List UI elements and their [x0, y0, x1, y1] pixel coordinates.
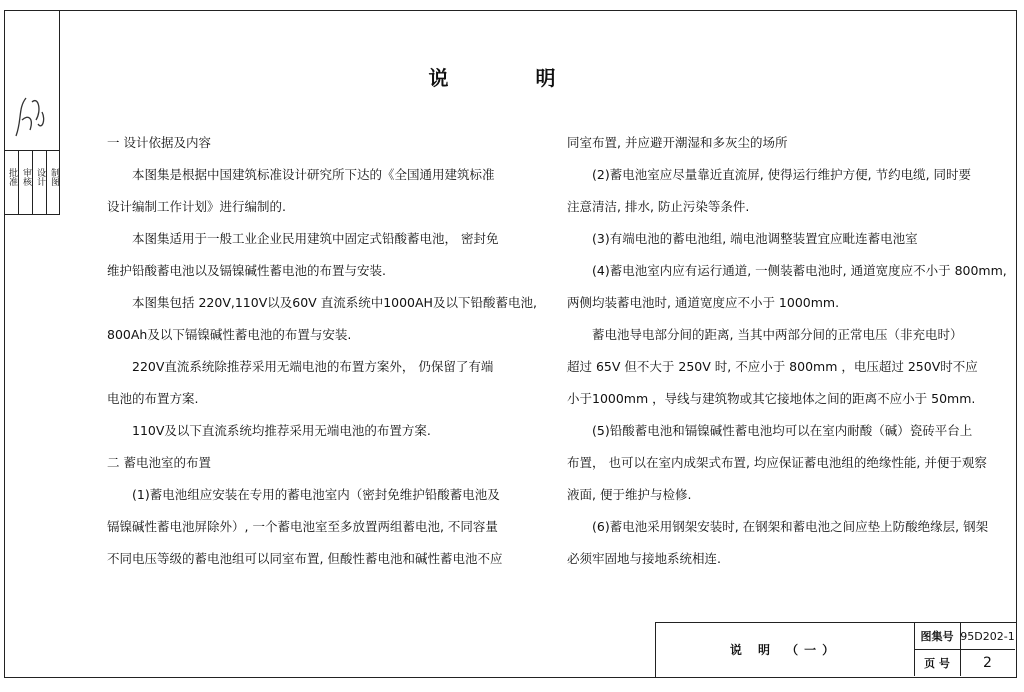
text-line: 本图集是根据中国建筑标准设计研究所下达的《全国通用建筑标准: [132, 167, 495, 182]
text-line: (5)铅酸蓄电池和镉镍碱性蓄电池均可以在室内耐酸（碱）瓷砖平台上: [592, 423, 973, 438]
strip-cell: 设计: [35, 168, 45, 186]
text-line: 蓄电池导电部分间的距离, 当其中两部分间的正常电压（非充电时）: [592, 327, 963, 342]
text-line: 同室布置, 并应避开潮湿和多灰尘的场所: [567, 135, 788, 150]
text-line: (6)蓄电池采用钢架安装时, 在钢架和蓄电池之间应垫上防酸绝缘层, 钢架: [592, 519, 989, 534]
text-line: (2)蓄电池室应尽量靠近直流屏, 使得运行维护方便, 节约电缆, 同时要: [592, 167, 972, 182]
drawing-name: 说 明 （一）: [656, 623, 915, 676]
text-line: 必须牢固地与接地系统相连.: [567, 551, 721, 566]
left-text-column: [107, 127, 537, 575]
text-line: 不同电压等级的蓄电池组可以同室布置, 但酸性蓄电池和碱性蓄电池不应: [107, 551, 503, 566]
text-line: 二 蓄电池室的布置: [107, 455, 211, 470]
text-line: 镉镍碱性蓄电池屏除外）, 一个蓄电池室至多放置两组蓄电池, 不同容量: [107, 519, 498, 534]
text-line: 110V及以下直流系统均推荐采用无端电池的布置方案.: [132, 423, 431, 438]
atlas-number: 95D202-1: [960, 629, 1015, 643]
page-row: [914, 649, 1015, 676]
strip-cell: 制图: [49, 168, 59, 186]
text-line: 设计编制工作计划》进行编制的.: [107, 199, 286, 214]
text-line: 小于1000mm ，导线与建筑物或其它接地体之间的距离不应小于 50mm.: [567, 391, 976, 406]
text-line: 液面, 便于维护与检修.: [567, 487, 692, 502]
text-line: 两侧均装蓄电池时, 通道宽度应不小于 1000mm.: [567, 295, 840, 310]
atlas-label: 图集号: [914, 623, 961, 649]
text-line: (3)有端电池的蓄电池组, 端电池调整装置宜应毗连蓄电池室: [592, 231, 918, 246]
page-number: 2: [983, 654, 992, 671]
text-line: 超过 65V 但不大于 250V 时, 不应小于 800mm ，电压超过 250V时不应: [567, 359, 978, 374]
text-line: (1)蓄电池组应安装在专用的蓄电池室内（密封免维护铅酸蓄电池及: [132, 487, 500, 502]
text-line: 220V直流系统除推荐采用无端电池的布置方案外， 仍保留了有端: [132, 359, 494, 374]
signature-image: [12, 90, 48, 140]
atlas-row: [914, 623, 1015, 650]
text-line: 本图集适用于一般工业企业民用建筑中固定式铅酸蓄电池， 密封免: [132, 231, 499, 246]
text-line: 电池的布置方案.: [107, 391, 199, 406]
text-line: 本图集包括 220V,110V以及60V 直流系统中1000AH及以下铅酸蓄电池,: [132, 295, 537, 310]
text-line: (4)蓄电池室内应有运行通道, 一侧装蓄电池时, 通道宽度应不小于 800mm,: [592, 263, 1007, 278]
page-label: 页 号: [914, 649, 961, 676]
text-line: 800Ah及以下镉镍碱性蓄电池的布置与安装.: [107, 327, 352, 342]
text-line: 维护铅酸蓄电池以及镉镍碱性蓄电池的布置与安装.: [107, 263, 386, 278]
text-line: 注意清洁, 排水, 防止污染等条件.: [567, 199, 750, 214]
right-text-column: [567, 127, 1007, 575]
strip-cell: 审核: [21, 168, 31, 186]
page-title: 说 明: [428, 66, 596, 90]
title-block: [655, 622, 1017, 678]
strip-cell: 批准: [7, 168, 17, 186]
text-line: 布置， 也可以在室内成架式布置, 均应保证蓄电池组的绝缘性能, 并便于观察: [567, 455, 987, 470]
text-line: 一 设计依据及内容: [107, 135, 211, 150]
approval-strip: [4, 10, 60, 215]
